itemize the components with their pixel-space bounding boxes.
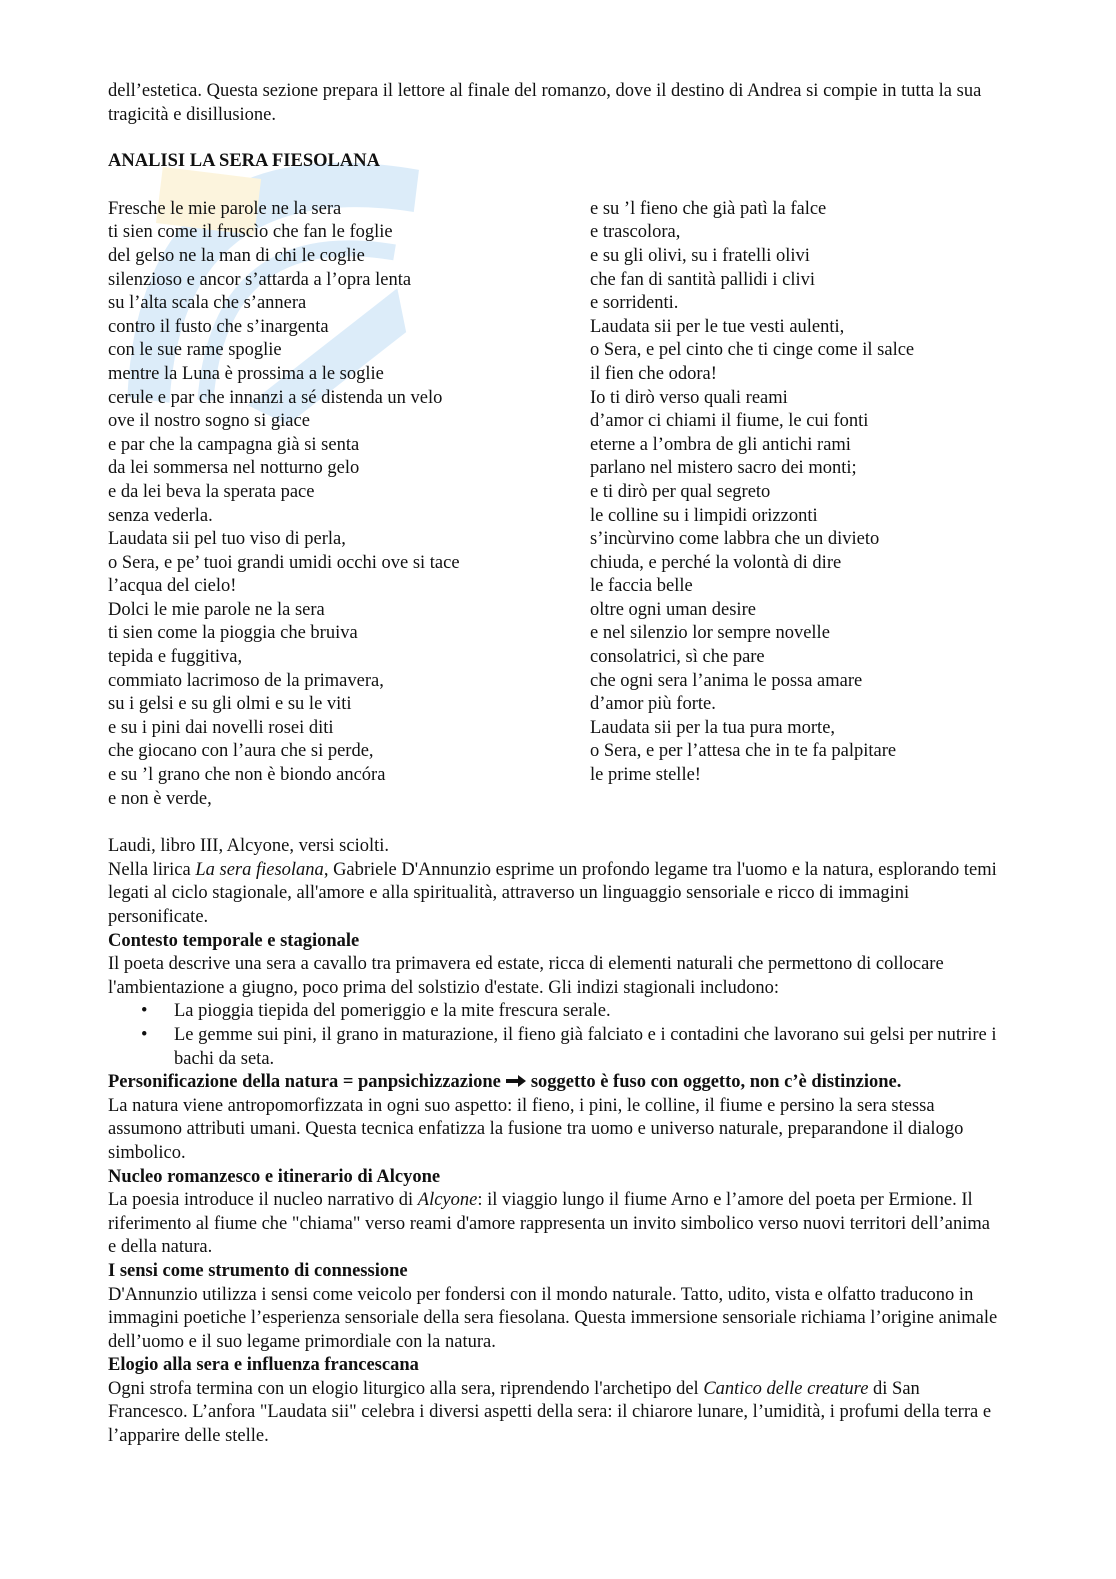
poem-verse: ti sien come la pioggia che bruiva <box>108 623 358 644</box>
poem-verse: s’incùrvino come labbra che un divieto <box>590 529 880 550</box>
poem-verse: che ogni sera l’anima le possa amare <box>590 670 863 691</box>
poem-verse: che fan di santità pallidi i clivi <box>590 269 816 290</box>
arrow-right-icon <box>505 1073 527 1089</box>
heading-personificazione: Personificazione della natura = panpsichizzazione soggetto è fuso con oggetto, non c’è distinzione. <box>108 1072 902 1093</box>
poem-verse: che giocano con l’aura che si perde, <box>108 741 374 762</box>
poem-verse: le faccia belle <box>590 576 693 597</box>
poem-verse: l’acqua del cielo! <box>108 576 237 597</box>
poem-verse: mentre la Luna è prossima a le soglie <box>108 363 384 384</box>
poem <box>108 198 1000 811</box>
poem-verse: il fien che odora! <box>590 363 717 384</box>
poem-verse: o Sera, e pel cinto che ti cinge come il salce <box>590 340 915 361</box>
intro-paragraph: dell’estetica. Questa sezione prepara il lettore al finale del romanzo, dove il destino di Andrea si compie in tutta la sua tragicità e disillusione. <box>108 81 982 125</box>
poem-verse: chiuda, e perché la volontà di dire <box>590 552 842 573</box>
poem-verse: eterne a l’ombra de gli antichi rami <box>590 434 851 455</box>
analysis <box>108 835 1000 1448</box>
poem-verse: tepida e fuggitiva, <box>108 647 243 668</box>
poem-verse: oltre ogni uman desire <box>590 599 756 620</box>
poem-verse: ti sien come il fruscìo che fan le foglie <box>108 222 393 243</box>
poem-verse: le prime stelle! <box>590 765 701 786</box>
poem-verse: Laudata sii pel tuo viso di perla, <box>108 529 346 550</box>
document-page <box>108 80 1000 1449</box>
poem-verse: e su ’l grano che non è biondo ancóra <box>108 765 386 786</box>
poem-verse: senza vederla. <box>108 505 213 526</box>
paragraph-intro: Nella lirica La sera fiesolana, Gabriele D'Annunzio esprime un profondo legame tra l'uomo e la natura, esplorando temi legati al ciclo stagionale, all'amore e alla spiritualità, attraverso un linguaggio sensoriale e ricco di immagini personificate. <box>108 859 997 927</box>
poem-verse: d’amor ci chiami il fiume, le cui fonti <box>590 411 869 432</box>
poem-verse: Laudata sii per le tue vesti aulenti, <box>590 316 845 337</box>
paragraph-personificazione: La natura viene antropomorfizzata in ogni suo aspetto: il fieno, i pini, le colline, il fiume e persino la sera stessa assumono attributi umani. Questa tecnica enfatizza la fusione tra uomo e universo naturale, preparandone il dialogo simbolico. <box>108 1095 964 1163</box>
poem-verse: d’amor più forte. <box>590 694 716 715</box>
paragraph-elogio: Ogni strofa termina con un elogio liturgico alla sera, riprendendo l'archetipo del Cantico delle creature di San Francesco. L’anfora "Laudata sii" celebra i diversi aspetti della sera: il chiarore lunare, l’umidità, i profumi della terra e l’apparire delle stelle. <box>108 1378 992 1447</box>
poem-verse: ove il nostro sogno si giace <box>108 411 310 432</box>
poem-verse: Dolci le mie parole ne la sera <box>108 599 325 620</box>
poem-column-left <box>108 198 590 811</box>
poem-verse: cerule e par che innanzi a sé distenda un velo <box>108 387 443 408</box>
heading-nucleo: Nucleo romanzesco e itinerario di Alcyone <box>108 1166 441 1187</box>
poem-verse: e par che la campagna già si senta <box>108 434 360 455</box>
poem-verse: e ti dirò per qual segreto <box>590 481 771 502</box>
poem-verse: Io ti dirò verso quali reami <box>590 387 788 408</box>
poem-verse: consolatrici, sì che pare <box>590 647 765 668</box>
paragraph-contesto: Il poeta descrive una sera a cavallo tra primavera ed estate, ricca di elementi naturali che permettono di collocare l'ambientazione a giugno, poco prima del solstizio d'estate. Gli indizi stagionali includono: <box>108 954 944 998</box>
poem-verse: e sorridenti. <box>590 293 679 314</box>
list-item: • La pioggia tiepida del pomeriggio e la mite frescura serale. <box>174 1000 1000 1024</box>
heading-contesto: Contesto temporale e stagionale <box>108 930 360 951</box>
heading-elogio: Elogio alla sera e influenza francescana <box>108 1355 419 1376</box>
list-item: • Le gemme sui pini, il grano in maturazione, il fieno già falciato e i contadini che lavorano sui gelsi per nutrire i bachi da seta. <box>174 1024 1000 1071</box>
poem-verse: con le sue rame spoglie <box>108 340 282 361</box>
poem-verse: silenzioso e ancor s’attarda a l’opra lenta <box>108 269 412 290</box>
poem-verse: o Sera, e pe’ tuoi grandi umidi occhi ove si tace <box>108 552 460 573</box>
paragraph-nucleo: La poesia introduce il nucleo narrativo di Alcyone: il viaggio lungo il fiume Arno e l’amore del poeta per Ermione. Il riferimento al fiume che "chiama" verso reami d'amore rappresenta un invito simbolico verso nuovi territori dell’anima e della natura. <box>108 1190 990 1258</box>
poem-verse: su l’alta scala che s’annera <box>108 293 307 314</box>
poem-verse: su i gelsi e su gli olmi e su le viti <box>108 694 352 715</box>
poem-verse: o Sera, e per l’attesa che in te fa palpitare <box>590 741 897 762</box>
poem-verse: da lei sommersa nel notturno gelo <box>108 458 360 479</box>
heading-sensi: I sensi come strumento di connessione <box>108 1260 408 1281</box>
poem-verse: parlano nel mistero sacro dei monti; <box>590 458 857 479</box>
poem-verse: e su gli olivi, su i fratelli olivi <box>590 245 810 266</box>
poem-verse: le colline su i limpidi orizzonti <box>590 505 818 526</box>
poem-verse: Laudata sii per la tua pura morte, <box>590 717 836 738</box>
poem-verse: Fresche le mie parole ne la sera <box>108 198 342 219</box>
poem-verse: contro il fusto che s’inargenta <box>108 316 329 337</box>
poem-verse: e su ’l fieno che già patì la falce <box>590 198 827 219</box>
poem-verse: e su i pini dai novelli rosei diti <box>108 717 334 738</box>
poem-verse: e da lei beva la sperata pace <box>108 481 315 502</box>
poem-column-right <box>590 198 990 811</box>
poem-verse: e trascolora, <box>590 222 681 243</box>
poem-verse: del gelso ne la man di chi le coglie <box>108 245 365 266</box>
paragraph-sensi: D'Annunzio utilizza i sensi come veicolo per fondersi con il mondo naturale. Tatto, udito, vista e olfatto traducono in immagini poetiche l’esperienza sensoriale della sera fiesolana. Questa immersione sensoriale richiama l’origine animale dell’uomo e il suo legame primordiale con la natura. <box>108 1284 998 1352</box>
bullet-list <box>108 1000 1000 1071</box>
poem-source: Laudi, libro III, Alcyone, versi sciolti. <box>108 836 390 857</box>
poem-verse: e non è verde, <box>108 788 212 809</box>
section-title: ANALISI LA SERA FIESOLANA <box>108 151 380 172</box>
poem-verse: commiato lacrimoso de la primavera, <box>108 670 384 691</box>
poem-verse: e nel silenzio lor sempre novelle <box>590 623 830 644</box>
